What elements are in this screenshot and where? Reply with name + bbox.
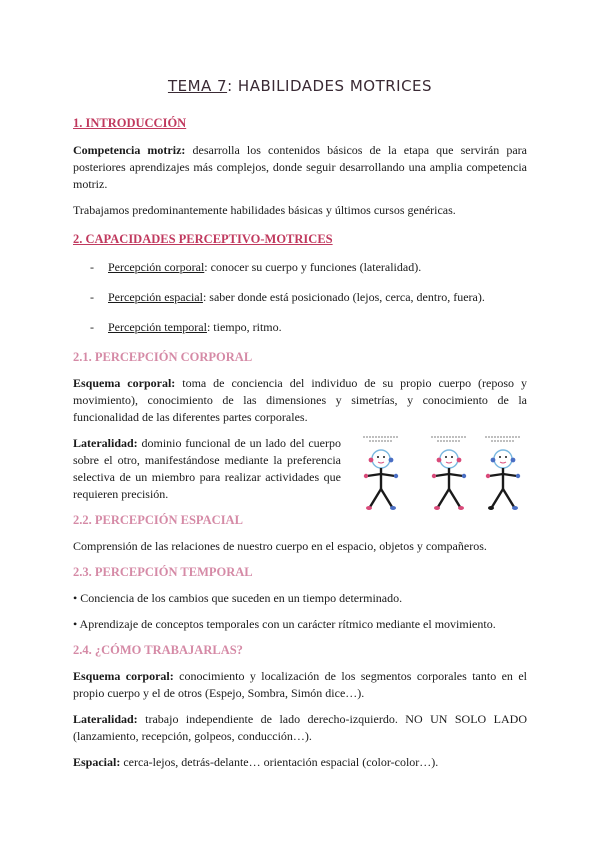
paragraph-habilidades: Trabajamos predominantemente habilidades básicas y últimos cursos genéricas. xyxy=(73,203,456,217)
stick-figures-illustration xyxy=(351,431,527,515)
list-item: - Percepción corporal: conocer su cuerpo y funciones (lateralidad). xyxy=(90,260,422,274)
stick-figure xyxy=(431,437,467,510)
subsection-heading-como: 2.4. ¿CÓMO TRABAJARLAS? xyxy=(73,643,243,657)
bullet-cambios: • Conciencia de los cambios que suceden en un tiempo determinado. xyxy=(73,591,403,605)
paragraph-espacial: Comprensión de las relaciones de nuestro cuerpo en el espacio, objetos y compañeros. xyxy=(73,539,487,553)
paragraph-como-espacial: Espacial: cerca-lejos, detrás-delante… orientación espacial (color-color…). xyxy=(73,755,439,769)
document-page xyxy=(73,72,527,780)
paragraph-como-lateralidad: Lateralidad: trabajo independiente de lado derecho-izquierdo. NO UN SOLO LADO (lanzamiento, recepción, golpeos, conducción…). xyxy=(73,712,527,743)
paragraph-lateralidad: Lateralidad: dominio funcional de un lado del cuerpo sobre el otro, manifestándose mediante la preferencia selectiva de un miembro para realizar actividades que requieren precisión. xyxy=(73,436,341,501)
bullet-aprendizaje: • Aprendizaje de conceptos temporales con un carácter rítmico mediante el movimiento. xyxy=(73,617,496,631)
stick-figure xyxy=(363,437,399,510)
paragraph-esquema-corporal: Esquema corporal: toma de conciencia del individuo de su propio cuerpo (reposo y movimiento), conocimiento de las dimensiones y simetrías, y conocimiento de la funcionalidad de las diferentes partes corporales. xyxy=(73,376,527,424)
section-heading-capacidades: 2. CAPACIDADES PERCEPTIVO-MOTRICES xyxy=(73,232,333,246)
capacidades-list xyxy=(73,259,527,336)
stick-figure xyxy=(485,437,521,510)
list-item: - Percepción espacial: saber donde está posicionado (lejos, cerca, dentro, fuera). xyxy=(90,290,485,304)
subsection-heading-corporal: 2.1. PERCEPCIÓN CORPORAL xyxy=(73,350,253,364)
list-item: - Percepción temporal: tiempo, ritmo. xyxy=(90,320,282,334)
page-title: TEMA 7: HABILIDADES MOTRICES xyxy=(167,77,433,95)
section-heading-introduccion: 1. INTRODUCCIÓN xyxy=(73,116,187,130)
subsection-heading-espacial: 2.2. PERCEPCIÓN ESPACIAL xyxy=(73,513,243,527)
lateralidad-block xyxy=(73,435,527,503)
subsection-heading-temporal: 2.3. PERCEPCIÓN TEMPORAL xyxy=(73,565,253,579)
paragraph-competencia-motriz: Competencia motriz: desarrolla los contenidos básicos de la etapa que servirán para posteriores aprendizajes más complejos, donde seguir desarrollando una amplia competencia motriz. xyxy=(73,143,527,191)
paragraph-como-esquema: Esquema corporal: conocimiento y localización de los segmentos corporales tanto en el propio cuerpo y el de otros (Espejo, Sombra, Simón dice…). xyxy=(73,669,527,700)
